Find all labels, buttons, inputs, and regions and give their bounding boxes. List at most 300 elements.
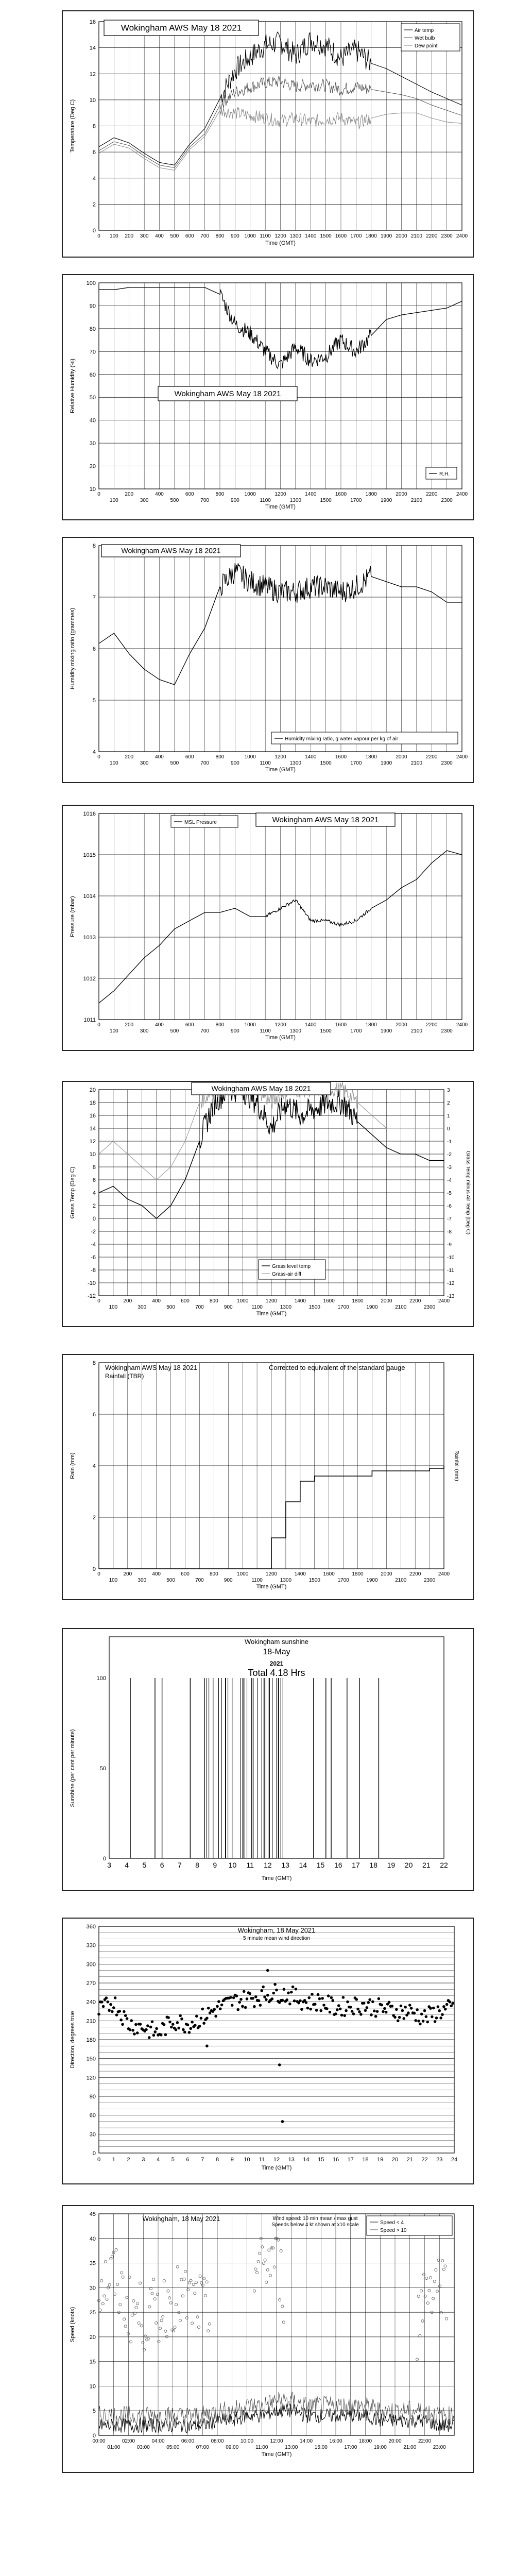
x-tick-label: 1200 bbox=[265, 1298, 278, 1304]
wind-direction-point bbox=[404, 2006, 407, 2009]
y-tick-label: 270 bbox=[86, 1980, 96, 1987]
x-tick-label: 1700 bbox=[337, 1304, 349, 1310]
x-tick-label: 12:00 bbox=[270, 2438, 283, 2444]
wind-scaled-point bbox=[282, 2321, 285, 2324]
x-tick-label: 1600 bbox=[335, 1022, 347, 1028]
x-tick-label: 1400 bbox=[305, 233, 317, 239]
x-tick-label: 1300 bbox=[280, 1578, 292, 1583]
chart-title: Wokingham AWS May 18 2021 bbox=[121, 546, 221, 555]
legend-label: Wet bulb bbox=[415, 36, 435, 41]
x-tick-label: 21 bbox=[422, 1861, 431, 1869]
wind-direction-point bbox=[385, 2011, 388, 2014]
wind-direction-point bbox=[175, 2028, 178, 2031]
x-axis-label: Time (GMT) bbox=[256, 1311, 287, 1317]
y-tick-label: 0 bbox=[102, 1856, 106, 1862]
y-tick-label: 300 bbox=[86, 1961, 96, 1968]
wind-direction-point bbox=[439, 2016, 442, 2020]
wind-scaled-point bbox=[428, 2289, 431, 2292]
wind-scaled-point bbox=[174, 2326, 176, 2329]
wind-direction-point bbox=[205, 2044, 209, 2047]
wind-scaled-point bbox=[257, 2260, 260, 2263]
wind-scaled-point bbox=[106, 2298, 108, 2300]
pressure-chart bbox=[63, 806, 473, 1050]
y-tick-label-right: 2 bbox=[447, 1100, 450, 1106]
x-tick-label: 17 bbox=[352, 1861, 360, 1869]
x-tick-label: 6 bbox=[160, 1861, 164, 1869]
chart-title: Wokingham AWS May 18 2021 bbox=[121, 23, 242, 33]
wind-scaled-point bbox=[269, 2274, 271, 2277]
y-tick-label: 4 bbox=[92, 175, 96, 182]
x-tick-label: 1000 bbox=[244, 1022, 256, 1028]
wind-direction-point bbox=[115, 2013, 118, 2016]
wind-scaled-point bbox=[131, 2314, 133, 2316]
wind-direction-point bbox=[139, 2023, 142, 2026]
wind-direction-point bbox=[248, 1992, 251, 1995]
x-tick-label: 0 bbox=[97, 2157, 101, 2163]
wind-direction-point bbox=[388, 2001, 391, 2004]
y-axis-label: Pressure (mbar) bbox=[70, 896, 76, 937]
y-axis-label: Humidity mixing ratio (grammes) bbox=[70, 607, 76, 690]
x-tick-label: 300 bbox=[140, 498, 149, 503]
wind-scaled-point bbox=[181, 2295, 184, 2297]
x-tick-label: 24 bbox=[451, 2157, 458, 2163]
wind-direction-point bbox=[349, 2006, 352, 2009]
y-tick-label: 14 bbox=[89, 45, 96, 52]
wind-direction-point bbox=[149, 2026, 152, 2029]
y-axis-label: Rain (mm) bbox=[70, 1452, 76, 1479]
wind-scaled-point bbox=[179, 2319, 181, 2321]
chart-title: Wokingham AWS May 18 2021 bbox=[174, 389, 281, 398]
legend-label: R.H. bbox=[439, 471, 450, 477]
y-tick-label: 6 bbox=[92, 149, 96, 156]
x-tick-label: 2400 bbox=[456, 754, 468, 760]
x-tick-label: 300 bbox=[138, 1304, 147, 1310]
y-axis-label: Relative Humidity (%) bbox=[70, 359, 76, 413]
x-tick-label: 13 bbox=[288, 2157, 295, 2163]
x-tick-label: 1700 bbox=[350, 1028, 362, 1034]
wind-direction-point bbox=[437, 2005, 440, 2008]
wind-scaled-point bbox=[204, 2294, 207, 2297]
wind-direction-point bbox=[109, 2003, 112, 2006]
x-tick-label: 2300 bbox=[423, 1578, 436, 1583]
wind-scaled-point bbox=[425, 2277, 428, 2279]
wind-scaled-point bbox=[151, 2292, 153, 2295]
wind-direction-point bbox=[414, 2019, 417, 2022]
humidity-chart-panel bbox=[62, 274, 474, 520]
x-tick-label: 04:00 bbox=[151, 2438, 165, 2444]
wind-direction-point bbox=[311, 1993, 314, 1996]
x-tick-label: 400 bbox=[155, 492, 164, 497]
x-tick-label: 1700 bbox=[350, 498, 362, 503]
wind-scaled-point bbox=[429, 2277, 432, 2279]
wind-scaled-point bbox=[144, 2335, 147, 2337]
wind-direction-point bbox=[377, 1997, 381, 2001]
x-tick-label: 20:00 bbox=[388, 2438, 402, 2444]
wind-scaled-point bbox=[255, 2271, 258, 2274]
y-tick-label: 1015 bbox=[83, 852, 96, 858]
wind-scaled-point bbox=[432, 2297, 435, 2300]
wind-direction-point bbox=[402, 2017, 405, 2020]
wind-direction-point bbox=[346, 2001, 349, 2004]
pressure-chart-panel bbox=[62, 805, 474, 1051]
x-tick-label: 1500 bbox=[320, 233, 332, 239]
wind-scaled-point bbox=[162, 2316, 164, 2318]
wind-scaled-point bbox=[178, 2311, 180, 2314]
y-tick-label: 360 bbox=[86, 1924, 96, 1930]
wind-direction-point bbox=[232, 1996, 235, 1999]
y-tick-label: 7 bbox=[92, 595, 96, 601]
x-tick-label: 8 bbox=[215, 2157, 219, 2163]
x-axis-label: Time (GMT) bbox=[265, 240, 296, 246]
wind-direction-point bbox=[413, 2012, 416, 2015]
grass-temp-chart-panel bbox=[62, 1081, 474, 1327]
wind-direction-point bbox=[390, 2005, 393, 2008]
x-tick-label: 200 bbox=[123, 1298, 132, 1304]
x-tick-label: 300 bbox=[140, 760, 149, 766]
wind-direction-point bbox=[305, 2001, 308, 2004]
wind-direction-point bbox=[164, 2033, 167, 2037]
wind-scaled-point bbox=[420, 2290, 422, 2292]
x-tick-label: 1300 bbox=[280, 1304, 292, 1310]
wind-direction-point bbox=[374, 2015, 377, 2018]
x-tick-label: 200 bbox=[125, 754, 134, 760]
x-tick-label: 14:00 bbox=[299, 2438, 313, 2444]
wind-direction-point bbox=[400, 2005, 403, 2008]
y-tick-label: 240 bbox=[86, 1999, 96, 2006]
chart-title: Wokingham, 18 May 2021 bbox=[237, 1926, 316, 1934]
wind-direction-point bbox=[318, 1997, 321, 2001]
x-tick-label: 02:00 bbox=[122, 2438, 135, 2444]
wind-direction-point bbox=[285, 1998, 288, 2002]
chart-subtitle: 5 minute mean wind direction bbox=[243, 1936, 311, 1941]
x-tick-label: 7 bbox=[177, 1861, 182, 1869]
x-tick-label: 1000 bbox=[237, 1298, 249, 1304]
wind-direction-point bbox=[363, 2002, 366, 2005]
wind-direction-point bbox=[397, 2019, 400, 2022]
x-tick-label: 1500 bbox=[308, 1578, 320, 1583]
x-tick-label: 17:00 bbox=[344, 2445, 357, 2450]
chart-subtitle: Wind speed: 10 min mean / max gust bbox=[272, 2216, 358, 2222]
x-tick-label: 1800 bbox=[365, 492, 377, 497]
sunshine-chart-panel bbox=[62, 1628, 474, 1891]
x-tick-label: 900 bbox=[231, 498, 239, 503]
y-tick-label-right: -9 bbox=[447, 1242, 452, 1248]
x-tick-label: 1100 bbox=[260, 233, 271, 239]
wind-direction-point bbox=[419, 2023, 422, 2026]
x-tick-label: 1100 bbox=[260, 498, 271, 503]
y-tick-label: 120 bbox=[86, 2075, 96, 2081]
x-tick-label: 1900 bbox=[381, 1028, 392, 1034]
wind-scaled-point bbox=[191, 2322, 194, 2325]
wind-direction-point bbox=[431, 2015, 434, 2019]
wind-direction-point bbox=[151, 2020, 154, 2023]
x-tick-label: 10:00 bbox=[240, 2438, 254, 2444]
wind-scaled-point bbox=[99, 2309, 101, 2311]
wind-direction-point bbox=[283, 1988, 286, 1991]
x-tick-label: 1500 bbox=[320, 498, 332, 503]
wind-scaled-point bbox=[254, 2268, 257, 2270]
y-tick-label: 5 bbox=[92, 2408, 96, 2415]
x-tick-label: 700 bbox=[200, 498, 209, 503]
x-tick-label: 20 bbox=[404, 1861, 413, 1869]
wind-direction-point bbox=[207, 2007, 210, 2010]
x-tick-label: 2400 bbox=[456, 1022, 468, 1028]
wind-direction-point bbox=[342, 1996, 345, 1999]
wind-scaled-point bbox=[111, 2256, 113, 2258]
wind-direction-point bbox=[152, 2034, 156, 2037]
x-tick-label: 1100 bbox=[251, 1578, 263, 1583]
y-tick-label-right: -8 bbox=[447, 1229, 452, 1235]
wind-direction-point bbox=[370, 2013, 373, 2016]
wind-scaled-point bbox=[136, 2302, 139, 2305]
wind-direction-point bbox=[134, 2023, 138, 2026]
wind-scaled-point bbox=[169, 2301, 172, 2304]
legend-label: MSL Pressure bbox=[184, 820, 217, 825]
wind-direction-point bbox=[123, 2010, 126, 2013]
wind-scaled-point bbox=[139, 2282, 142, 2284]
x-tick-label: 1500 bbox=[308, 1304, 320, 1310]
wind-scaled-point bbox=[135, 2307, 138, 2309]
y-tick-label: 14 bbox=[89, 1126, 96, 1132]
wind-scaled-point bbox=[261, 2246, 264, 2248]
y-tick-label: 1012 bbox=[83, 976, 96, 982]
x-tick-label: 1000 bbox=[244, 492, 256, 497]
y-tick-label: -6 bbox=[91, 1255, 96, 1261]
x-tick-label: 600 bbox=[185, 1022, 194, 1028]
x-tick-label: 2300 bbox=[441, 760, 453, 766]
wind-direction-point bbox=[171, 2023, 175, 2026]
y-tick-label: 15 bbox=[89, 2359, 96, 2365]
y-tick-label: -12 bbox=[88, 1293, 96, 1299]
x-tick-label: 500 bbox=[166, 1304, 175, 1310]
wind-direction-point bbox=[359, 2013, 363, 2016]
x-tick-label: 1600 bbox=[335, 754, 347, 760]
x-tick-label: 500 bbox=[170, 1028, 179, 1034]
x-tick-label: 6 bbox=[186, 2157, 190, 2163]
wind-scaled-point bbox=[175, 2303, 177, 2306]
wind-direction-point bbox=[306, 2007, 310, 2010]
x-tick-label: 1800 bbox=[352, 1298, 364, 1304]
wind-direction-point bbox=[442, 2005, 445, 2008]
wind-direction-point bbox=[168, 2021, 171, 2024]
y-tick-label: -10 bbox=[88, 1280, 96, 1286]
x-tick-label: 15 bbox=[318, 2157, 324, 2163]
wind-direction-point bbox=[435, 2016, 438, 2020]
wind-scaled-point bbox=[158, 2340, 160, 2343]
y-axis-label: Speed (knots) bbox=[70, 2307, 76, 2343]
wind-direction-point bbox=[420, 2012, 423, 2015]
wind-direction-point bbox=[371, 2000, 374, 2003]
temperature-chart-panel bbox=[62, 10, 474, 258]
y-tick-label: 0 bbox=[92, 1566, 96, 1572]
wind-direction-point bbox=[126, 2017, 129, 2020]
wind-scaled-point bbox=[199, 2275, 201, 2277]
wind-direction-point bbox=[339, 2008, 342, 2011]
x-tick-label: 1200 bbox=[274, 233, 286, 239]
wind-direction-point bbox=[336, 2008, 339, 2011]
y-tick-label: 10 bbox=[89, 97, 96, 104]
wind-direction-point bbox=[393, 2016, 397, 2019]
x-tick-label: 1100 bbox=[260, 760, 271, 766]
x-tick-label: 2200 bbox=[426, 754, 438, 760]
legend-label: Humidity mixing ratio, g water vapour per kg of air bbox=[285, 736, 399, 742]
wind-direction-point bbox=[131, 2029, 134, 2032]
wind-direction-point bbox=[146, 2024, 149, 2027]
x-tick-label: 2400 bbox=[438, 1298, 450, 1304]
x-tick-label: 2100 bbox=[410, 760, 422, 766]
wind-direction-point bbox=[278, 2063, 281, 2066]
wind-direction-point bbox=[100, 2001, 104, 2004]
wind-scaled-point bbox=[124, 2325, 127, 2328]
wind-direction-point bbox=[114, 1996, 117, 1999]
x-tick-label: 400 bbox=[155, 233, 164, 239]
wind-direction-point bbox=[121, 2023, 124, 2026]
wind-scaled-point bbox=[205, 2281, 208, 2283]
x-tick-label: 600 bbox=[185, 492, 194, 497]
x-tick-label: 22 bbox=[440, 1861, 448, 1869]
wind-scaled-point bbox=[194, 2292, 196, 2295]
wind-direction-point bbox=[200, 2017, 203, 2020]
x-tick-label: 18 bbox=[362, 2157, 369, 2163]
y-tick-label: 330 bbox=[86, 1942, 96, 1949]
y-tick-label-right: -7 bbox=[447, 1216, 452, 1222]
wind-direction-point bbox=[417, 2020, 420, 2023]
wind-direction-point bbox=[407, 2011, 410, 2014]
x-tick-label: 1900 bbox=[366, 1578, 378, 1583]
wind-direction-point bbox=[191, 2021, 194, 2024]
wind-direction-point bbox=[410, 2007, 413, 2010]
wind-direction-point bbox=[429, 2007, 432, 2010]
x-tick-label: 2100 bbox=[410, 498, 422, 503]
y-tick-label: 10 bbox=[89, 1151, 96, 1158]
wind-direction-point bbox=[395, 2008, 398, 2011]
wind-direction-point bbox=[182, 2028, 185, 2031]
x-tick-label: 2100 bbox=[395, 1578, 407, 1583]
wind-scaled-point bbox=[100, 2279, 103, 2282]
x-tick-label: 22:00 bbox=[418, 2438, 432, 2444]
y-axis-label: Grass Temp (Deg C) bbox=[70, 1166, 76, 1219]
wind-direction-point bbox=[180, 2018, 183, 2021]
wind-scaled-point bbox=[201, 2284, 204, 2286]
wind-direction-point bbox=[266, 1969, 269, 1972]
wind-scaled-point bbox=[112, 2251, 115, 2254]
wind-scaled-point bbox=[130, 2341, 132, 2343]
wind-direction-point bbox=[265, 1998, 268, 2001]
x-tick-label: 06:00 bbox=[181, 2438, 195, 2444]
wind-scaled-point bbox=[103, 2295, 106, 2297]
wind-direction-point bbox=[244, 2006, 247, 2009]
wind-scaled-point bbox=[422, 2273, 425, 2276]
x-tick-label: 1600 bbox=[335, 233, 347, 239]
x-tick-label: 2000 bbox=[396, 754, 407, 760]
wind-direction-point bbox=[444, 2008, 447, 2011]
wind-direction-chart-panel bbox=[62, 1918, 474, 2184]
wind-direction-point bbox=[243, 1990, 246, 1993]
x-tick-label: 1800 bbox=[365, 754, 377, 760]
x-tick-label: 200 bbox=[125, 1022, 134, 1028]
wind-direction-point bbox=[186, 2023, 190, 2026]
x-tick-label: 07:00 bbox=[196, 2445, 209, 2450]
wind-scaled-point bbox=[160, 2319, 163, 2321]
x-tick-label: 11 bbox=[259, 2157, 265, 2163]
wind-direction-point bbox=[177, 2027, 180, 2030]
wind-direction-point bbox=[202, 2022, 205, 2025]
wind-scaled-point bbox=[126, 2296, 128, 2299]
wind-direction-point bbox=[145, 2028, 148, 2031]
wind-scaled-point bbox=[196, 2316, 199, 2318]
wind-direction-point bbox=[281, 2120, 284, 2123]
wind-direction-point bbox=[253, 2005, 256, 2008]
wind-direction-point bbox=[160, 2033, 163, 2037]
chart-total: Total 4.18 Hrs bbox=[248, 1668, 305, 1678]
x-tick-label: 15:00 bbox=[314, 2445, 328, 2450]
x-tick-label: 0 bbox=[97, 754, 100, 760]
x-tick-label: 13:00 bbox=[285, 2445, 298, 2450]
x-tick-label: 100 bbox=[110, 233, 118, 239]
wind-direction-point bbox=[214, 2015, 217, 2018]
wind-scaled-point bbox=[433, 2280, 436, 2283]
wind-direction-point bbox=[314, 2003, 317, 2006]
y-tick-label: 1014 bbox=[83, 893, 96, 900]
wind-scaled-point bbox=[273, 2266, 276, 2268]
x-tick-label: 09:00 bbox=[226, 2445, 239, 2450]
x-tick-label: 13 bbox=[281, 1861, 289, 1869]
wind-direction-point bbox=[299, 1999, 302, 2003]
wind-direction-point bbox=[130, 2019, 133, 2022]
x-tick-label: 5 bbox=[171, 2157, 175, 2163]
x-tick-label: 1800 bbox=[365, 233, 377, 239]
x-tick-label: 10 bbox=[228, 1861, 237, 1869]
y-tick-label-right: 0 bbox=[447, 1126, 450, 1132]
y-tick-label: 1011 bbox=[83, 1017, 96, 1023]
wind-direction-point bbox=[163, 2023, 166, 2026]
wind-direction-point bbox=[183, 2031, 186, 2034]
x-tick-label: 7 bbox=[201, 2157, 204, 2163]
y-tick-label: 5 bbox=[92, 698, 96, 704]
wind-direction-point bbox=[295, 1988, 298, 1991]
x-axis-label: Time (GMT) bbox=[256, 1584, 287, 1590]
x-tick-label: 2000 bbox=[396, 233, 407, 239]
x-tick-label: 00:00 bbox=[92, 2438, 106, 2444]
x-tick-label: 1300 bbox=[289, 498, 301, 503]
x-tick-label: 100 bbox=[110, 498, 118, 503]
chart-subtitle: Rainfall (TBR) bbox=[105, 1372, 144, 1380]
wind-direction-point bbox=[112, 2006, 115, 2009]
x-tick-label: 2100 bbox=[410, 233, 422, 239]
y-tick-label: 20 bbox=[89, 2334, 96, 2341]
x-tick-label: 2 bbox=[127, 2157, 130, 2163]
wind-direction-point bbox=[450, 2004, 453, 2007]
x-tick-label: 2000 bbox=[381, 1571, 392, 1577]
wind-scaled-point bbox=[120, 2272, 123, 2274]
y-tick-label-right: -1 bbox=[447, 1139, 452, 1145]
x-tick-label: 2300 bbox=[441, 1028, 453, 1034]
wind-direction-point bbox=[239, 1998, 243, 2001]
wind-direction-point bbox=[194, 2024, 197, 2027]
wind-direction-point bbox=[167, 2016, 170, 2019]
y-tick-label: 4 bbox=[92, 1190, 96, 1196]
x-tick-label: 700 bbox=[200, 760, 209, 766]
x-tick-label: 200 bbox=[125, 492, 134, 497]
wind-direction-point bbox=[219, 2007, 222, 2010]
wind-scaled-point bbox=[416, 2358, 419, 2361]
x-tick-label: 1300 bbox=[289, 233, 301, 239]
wind-direction-point bbox=[229, 1996, 232, 1999]
x-tick-label: 900 bbox=[231, 760, 239, 766]
wind-scaled-point bbox=[108, 2283, 111, 2286]
x-tick-label: 500 bbox=[166, 1578, 175, 1583]
y-tick-label: 30 bbox=[89, 440, 96, 447]
